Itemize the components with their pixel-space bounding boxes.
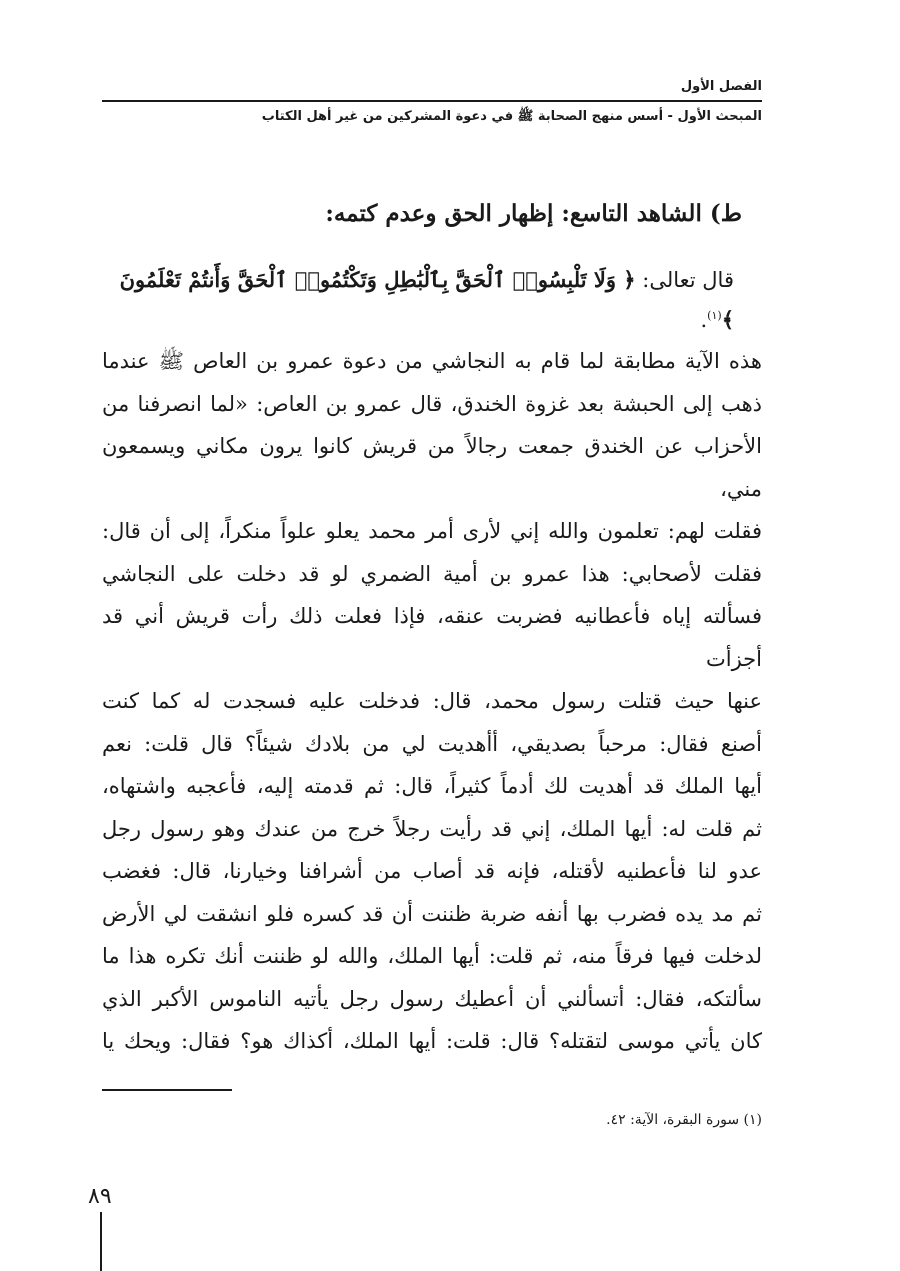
body-line: عدو لنا فأعطنيه لأقتله، فإنه قد أصاب من أشرافنا وخيارنا، قال: فغضب <box>102 859 762 883</box>
body-line: فسألته إياه فأعطانيه فضربت عنقه، فإذا فعلت ذلك رأت قريش أني قد أجزأت <box>102 604 762 671</box>
body-line: فقلت لأصحابي: هذا عمرو بن أمية الضمري لو قد دخلت على النجاشي <box>102 561 762 586</box>
body-line: فقلت لهم: تعلمون والله إني لأرى أمر محمد يعلو علواً منكراً، إلى أن قال: <box>102 519 762 543</box>
main-content <box>102 194 762 1063</box>
body-line: سألتكه، فقال: أتسألني أن أعطيك رسول رجل يأتيه الناموس الأكبر الذي <box>102 986 762 1011</box>
body-line: أيها الملك قد أهديت لك أدماً كثيراً، قال: ثم قدمته إليه، فأعجبه واشتهاه، <box>102 774 762 798</box>
quran-verse: ﴿ وَلَا تَلْبِسُوا۟ ٱلْحَقَّ بِٱلْبَٰطِلِ وَتَكْتُمُوا۟ ٱلْحَقَّ وَأَنتُمْ تَعْلَمُونَ ﴾ <box>119 267 734 332</box>
page-number: ٨٩ <box>88 1184 112 1209</box>
body-line: ثم مد يده فضرب بها أنفه ضربة ظننت أن قد كسره فلو انشقت لي الأرض <box>102 901 762 926</box>
footnote-divider <box>102 1089 232 1091</box>
chapter-title: الفصل الأول <box>680 79 762 94</box>
body-line: أصنع فقال: مرحباً بصديقي، أأهديت لي من بلادك شيئاً؟ قال قلت: نعم <box>102 731 762 756</box>
verse-end: . <box>700 308 708 332</box>
section-title: المبحث الأول - أسس منهج الصحابة ﷺ في دعوة المشركين من غير أهل الكتاب <box>261 109 762 124</box>
body-line: عنها حيث قتلت رسول محمد، قال: فدخلت عليه فسجدت له كما كنت <box>102 689 762 713</box>
verse-line <box>102 260 762 340</box>
body-line: هذه الآية مطابقة لما قام به النجاشي من دعوة عمرو بن العاص ﷺ عندما <box>102 349 762 373</box>
body-line: لدخلت فيها فرقاً منه، ثم قلت: أيها الملك، والله لو ظننت أنك تكره هذا ما <box>102 944 762 968</box>
header-divider <box>102 100 762 102</box>
body-line: ثم قلت له: أيها الملك، إني قد رأيت رجلاً خرج من عندك وهو رسول رجل <box>102 816 762 841</box>
footnote: (١) سورة البقرة، الآية: ٤٢. <box>606 1112 762 1128</box>
body-line: ذهب إلى الحبشة بعد غزوة الخندق، قال عمرو بن العاص: «لما انصرفنا من <box>102 391 762 416</box>
verse-intro: قال تعالى: <box>635 268 734 292</box>
footnote-reference[interactable]: (١) <box>707 309 722 322</box>
running-header <box>102 78 762 127</box>
section-heading: ط) الشاهد التاسع: إظهار الحق وعدم كتمه: <box>325 200 742 227</box>
margin-rule <box>100 1212 102 1271</box>
body-line: كان يأتي موسى لتقتله؟ قال: قلت: أيها الملك، أكذاك هو؟ فقال: ويحك يا <box>102 1029 762 1053</box>
body-line: الأحزاب عن الخندق جمعت رجالاً من قريش كانوا يرون مكاني ويسمعون مني، <box>102 434 762 501</box>
